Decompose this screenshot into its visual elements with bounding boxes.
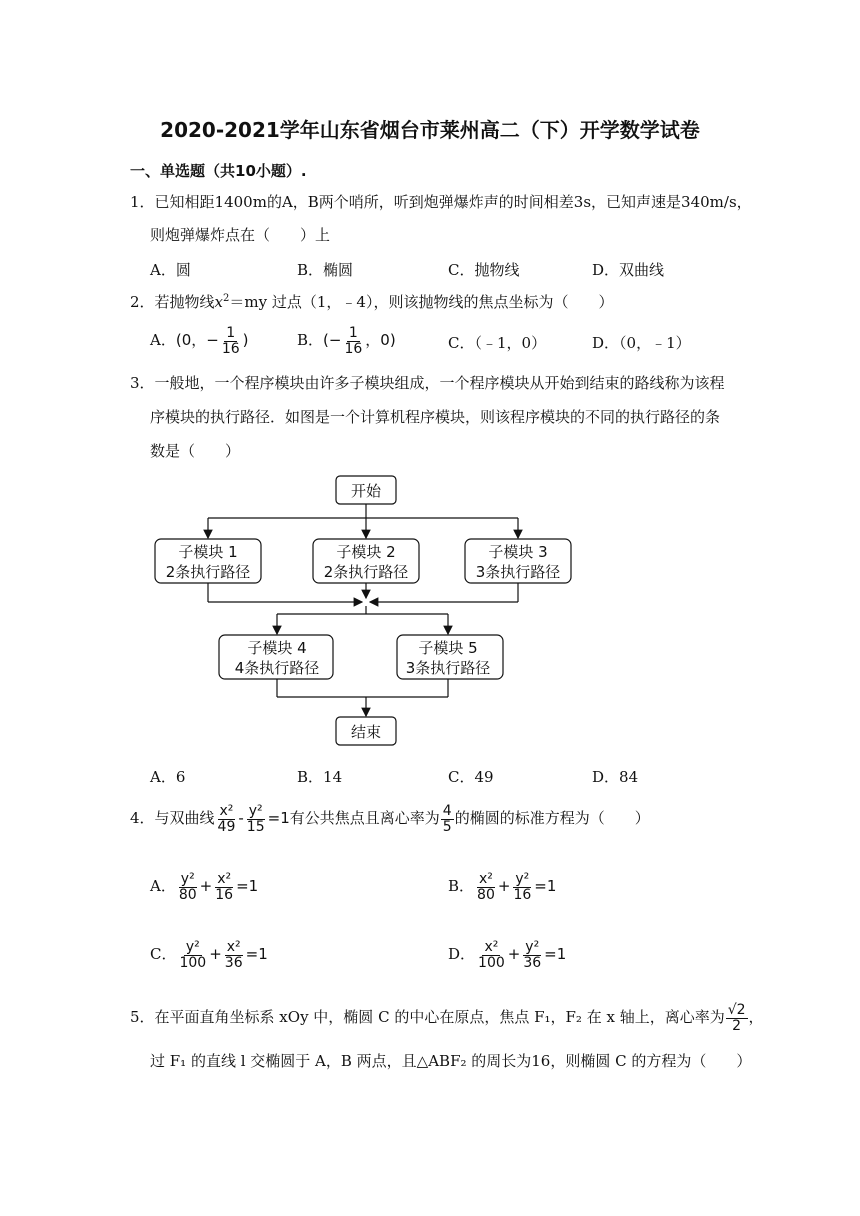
fraction-numerator: 1 (348, 325, 358, 341)
fraction-numerator: 1 (226, 325, 236, 341)
fraction-denominator: 16 (344, 340, 363, 357)
q2-option-a-label: A． (150, 331, 176, 350)
fraction-denominator: 100 (179, 954, 207, 971)
q4-equals: =1 (267, 809, 290, 828)
flow-end-label: 结束 (350, 723, 382, 741)
q1-line2: 则炮弹爆炸点在（ ）上 (150, 226, 331, 244)
equals-sign: =1 (245, 945, 268, 964)
flow-module-5-paths: 3条执行路径 (405, 659, 491, 677)
plus-sign: + (507, 945, 521, 964)
q5-comma: ， (748, 1008, 764, 1027)
fraction-denominator: 16 (513, 886, 532, 903)
fraction-numerator: y² (185, 939, 200, 955)
fraction-denominator: 16 (221, 340, 240, 357)
q2-option-a-left: (0，− (175, 331, 219, 350)
fraction-numerator: x² (217, 871, 232, 887)
q1-option-b: B．椭圆 (297, 261, 354, 279)
q4-eccentricity-fraction (441, 804, 454, 834)
q5-line2: 过 F₁ 的直线 l 交椭圆于 A，B 两点，且△ABF₂ 的周长为16，则椭圆 C 的方程为（ ） (150, 1052, 752, 1070)
flow-module-3-paths: 3条执行路径 (475, 563, 561, 581)
flow-module-1-paths: 2条执行路径 (165, 563, 251, 581)
plus-sign: + (209, 945, 222, 964)
q4-option-a (150, 872, 258, 902)
q4-prefix: 4．与双曲线 (130, 809, 215, 828)
section-heading: 一、单选题（共10小题）. (130, 162, 307, 180)
q2-prefix: 2．若抛物线 (130, 293, 215, 311)
q4-stem (130, 804, 650, 834)
fraction-numerator: x² (226, 939, 241, 955)
fraction-numerator: x² (219, 803, 234, 819)
q4-rest: 的椭圆的标准方程为（ ） (454, 809, 650, 828)
option-fraction-1 (475, 872, 497, 902)
flow-module-5-title: 子模块 5 (418, 639, 478, 657)
plus-sign: + (497, 877, 511, 896)
plus-sign: + (199, 877, 213, 896)
fraction-denominator: 80 (178, 886, 197, 903)
q2-rest: ＝my 过点（1，﹣4），则该抛物线的焦点坐标为（ ） (229, 293, 614, 311)
fraction-numerator: x² (484, 939, 499, 955)
q4-option-b (448, 872, 556, 902)
fraction-denominator: 36 (523, 954, 542, 971)
q4-fraction-2 (245, 804, 267, 834)
fraction-numerator: x² (478, 871, 493, 887)
fraction-numerator: y² (248, 803, 263, 819)
q3-option-c: C．49 (448, 768, 494, 786)
q3-line1: 3．一般地，一个程序模块由许多子模块组成，一个程序模块从开始到结束的路线称为该程 (130, 374, 725, 392)
fraction-numerator: y² (180, 871, 195, 887)
equals-sign: =1 (544, 945, 567, 964)
q2-option-c: C．（﹣1，0） (448, 334, 547, 352)
q1-option-d: D．双曲线 (592, 261, 665, 279)
q4-fraction-1 (216, 804, 238, 834)
q2-option-b-label: B． (297, 331, 324, 350)
flow-module-1-title: 子模块 1 (178, 543, 238, 561)
option-fraction-2 (521, 940, 543, 970)
q4-mid: 有公共焦点且离心率为 (289, 809, 440, 828)
fraction-numerator: y² (525, 939, 540, 955)
q4-minus: - (238, 809, 244, 828)
q5-eccentricity-fraction (726, 1003, 748, 1033)
q1-option-a: A．圆 (150, 261, 191, 279)
flow-start-label: 开始 (350, 482, 382, 500)
q2-option-b-right: ，0) (365, 331, 396, 350)
flow-module-4-title: 子模块 4 (247, 639, 307, 657)
q3-option-d: D．84 (592, 768, 639, 786)
q3-option-b: B．14 (297, 768, 343, 786)
option-fraction-1 (476, 940, 507, 970)
fraction-denominator: 15 (246, 818, 265, 835)
flow-module-4-paths: 4条执行路径 (234, 659, 320, 677)
equals-sign: =1 (236, 877, 259, 896)
q1-option-c: C．抛物线 (448, 261, 520, 279)
q3-option-a: A．6 (150, 768, 186, 786)
q4-option-c (150, 940, 268, 970)
q4-option-d (448, 940, 566, 970)
q2-sup: 2 (223, 293, 230, 304)
q2-option-d: D．（0，﹣1） (592, 334, 691, 352)
q2-option-a-right: ) (242, 331, 249, 350)
equals-sign: =1 (534, 877, 557, 896)
option-fraction-1 (177, 940, 208, 970)
fraction-denominator: 49 (217, 818, 236, 835)
fraction-numerator: y² (515, 871, 530, 887)
q2-option-b-left: (− (323, 331, 342, 350)
option-label: B． (448, 877, 475, 896)
fraction-denominator: 80 (477, 886, 495, 903)
fraction-denominator: 36 (224, 954, 243, 971)
option-fraction-2 (511, 872, 533, 902)
fraction-denominator: 100 (478, 954, 505, 971)
page-title: 2020-2021学年山东省烟台市莱州高二（下）开学数学试卷 (160, 118, 700, 142)
q3-line2: 序模块的执行路径．如图是一个计算机程序模块，则该程序模块的不同的执行路径的条 (150, 408, 721, 426)
fraction-denominator: 5 (442, 818, 452, 835)
q3-line3: 数是（ ） (150, 442, 241, 460)
q5-line1-text: 5．在平面直角坐标系 xOy 中，椭圆 C 的中心在原点，焦点 F₁，F₂ 在 x 轴上，离心率为 (130, 1008, 725, 1027)
fraction-numerator: √2 (727, 1002, 746, 1018)
option-label: A． (150, 877, 176, 896)
q1-line1: 1．已知相距1400m的A，B两个哨所，听到炮弹爆炸声的时间相差3s，已知声速是340m/s， (130, 193, 752, 211)
q5-line1 (130, 1003, 764, 1033)
fraction-denominator: 2 (732, 1017, 742, 1034)
option-fraction-2 (223, 940, 245, 970)
option-label: C． (150, 945, 177, 964)
option-fraction-2 (213, 872, 235, 902)
fraction-denominator: 16 (215, 886, 234, 903)
q2-expr: x (214, 293, 224, 311)
fraction-numerator: 4 (442, 803, 452, 819)
option-label: D． (448, 945, 476, 964)
option-fraction-1 (177, 872, 199, 902)
flow-module-2-title: 子模块 2 (336, 543, 396, 561)
flow-module-2-paths: 2条执行路径 (323, 563, 409, 581)
flow-module-3-title: 子模块 3 (488, 543, 548, 561)
